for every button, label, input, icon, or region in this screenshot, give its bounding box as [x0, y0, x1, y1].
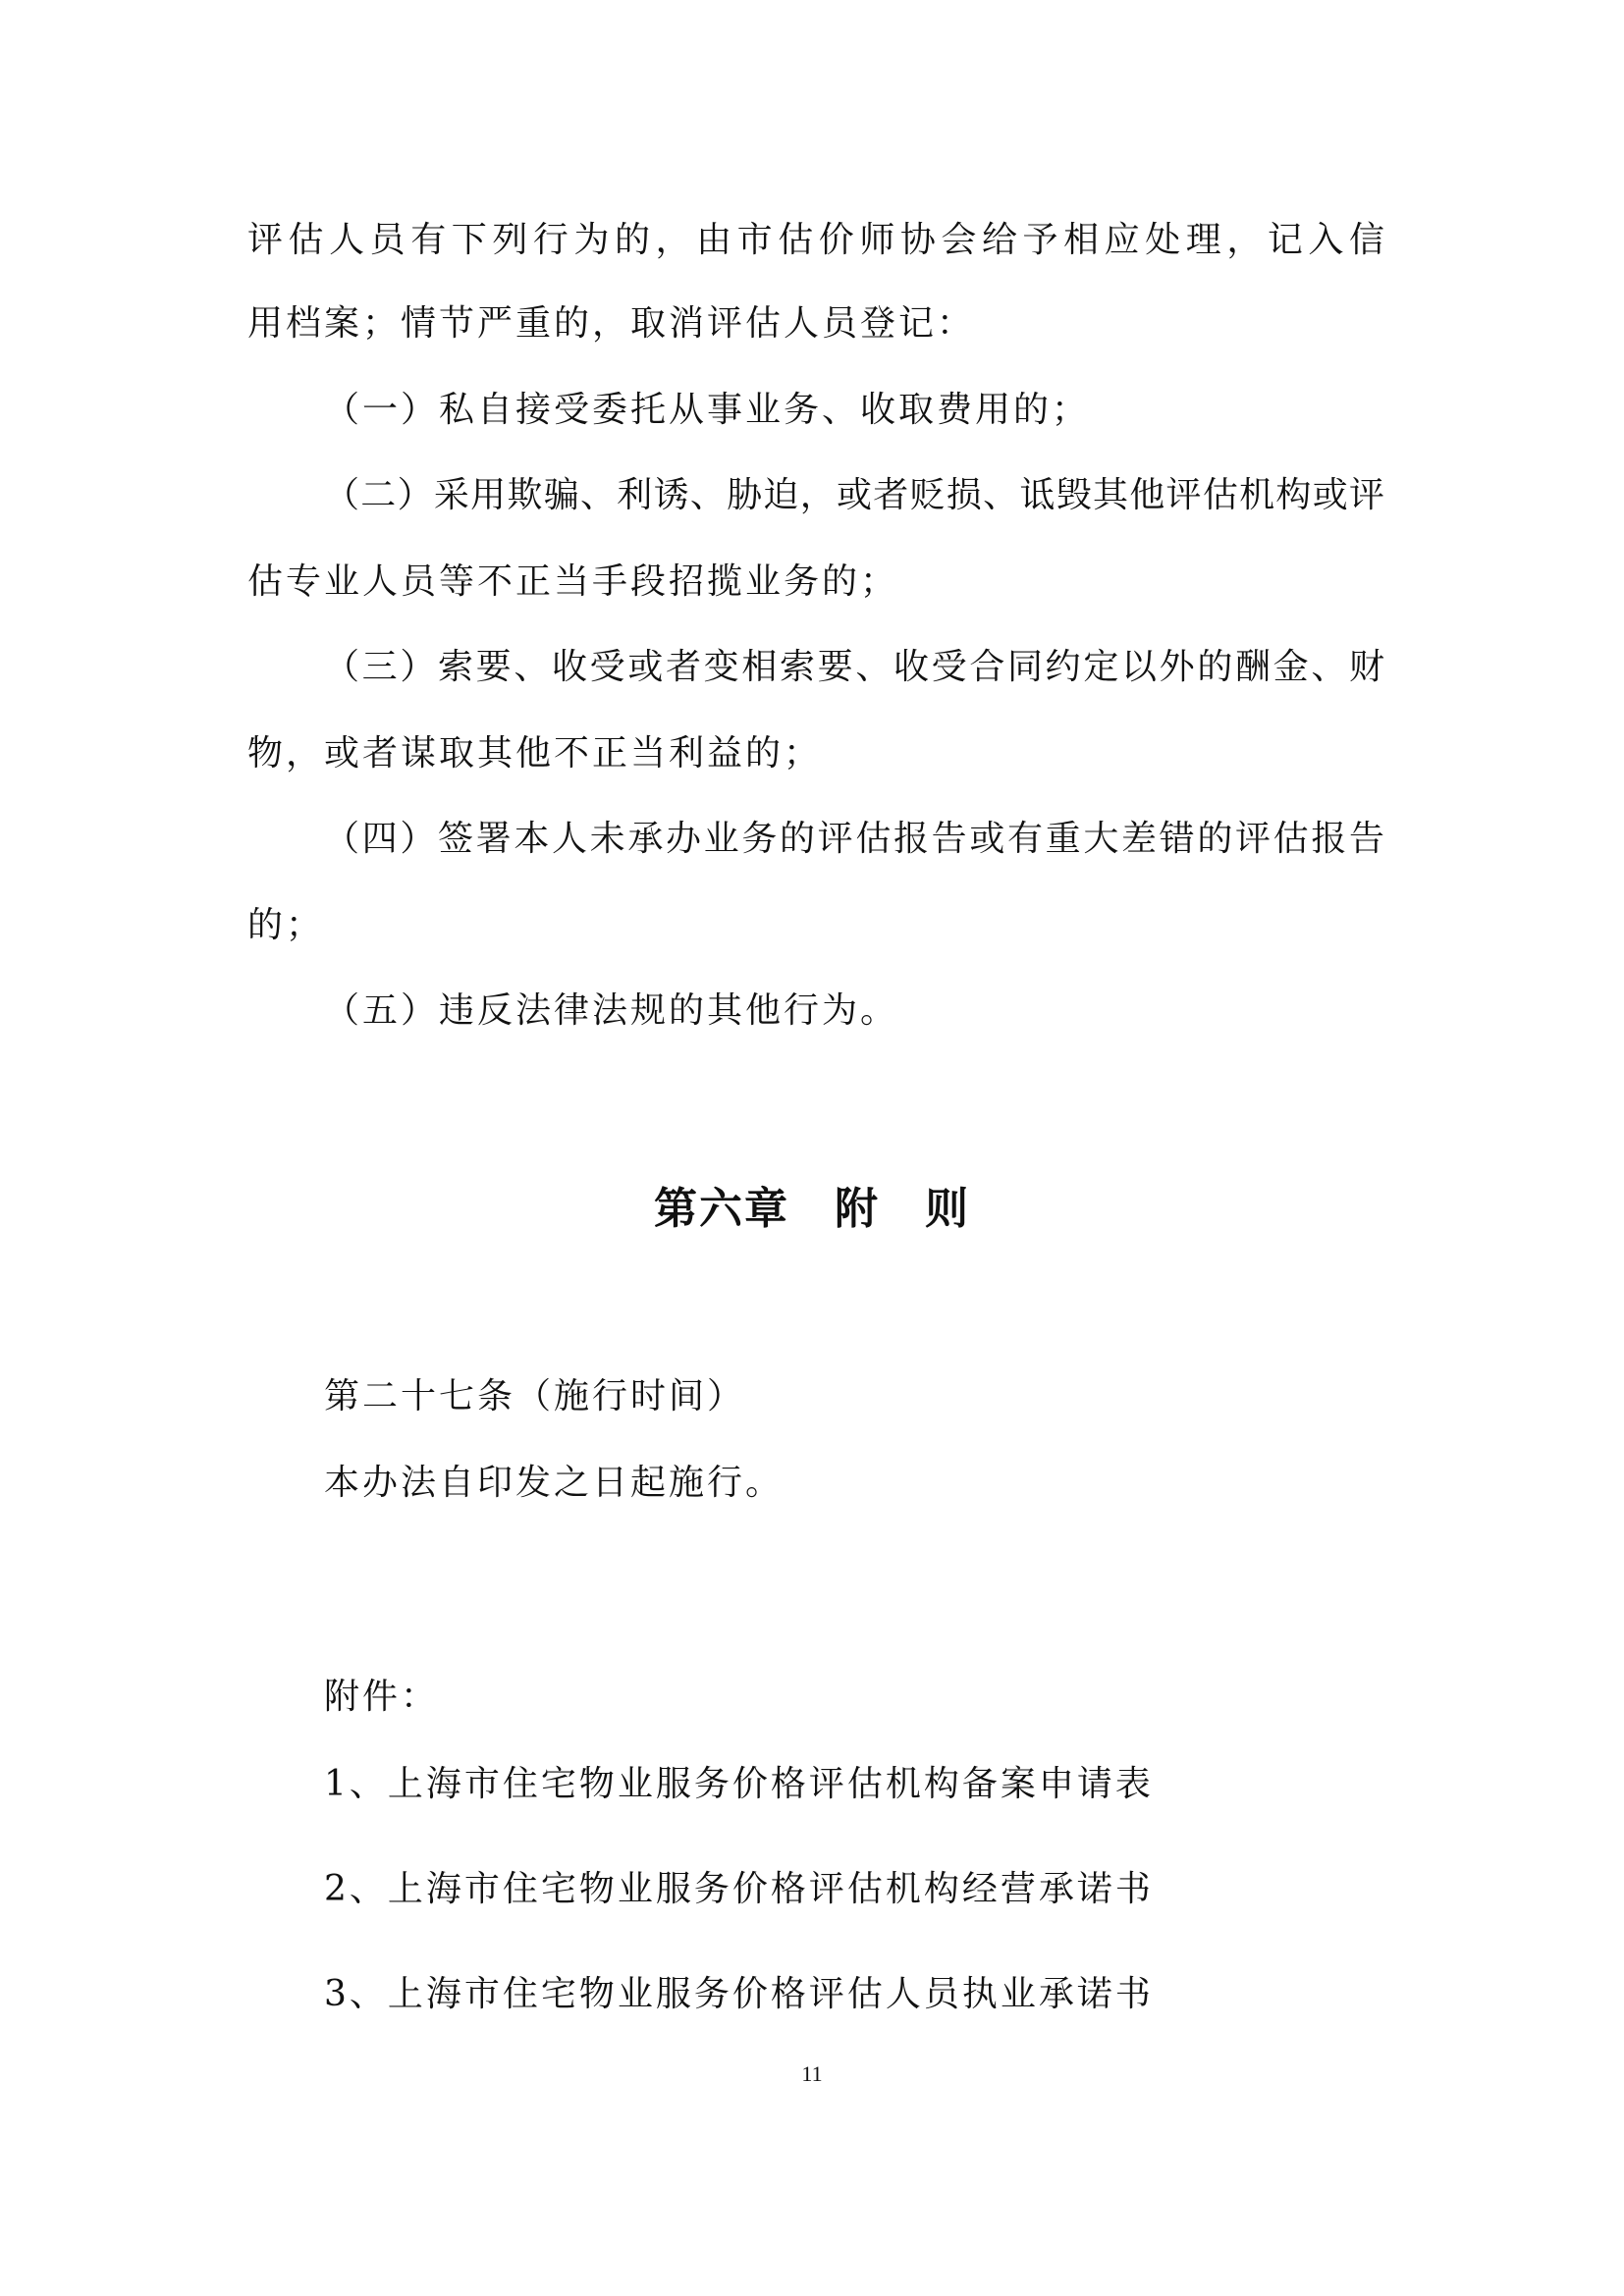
- paragraph-line: 的；: [247, 905, 325, 945]
- page-number: 11: [801, 2061, 823, 2086]
- article-body: 本办法自印发之日起施行。: [324, 1463, 785, 1503]
- paragraph-line: 评估人员有下列行为的，由市估价师协会给予相应处理，记入信: [247, 220, 1384, 260]
- paragraph-line: 估专业人员等不正当手段招揽业务的；: [247, 561, 899, 602]
- paragraph-line: （四）签署本人未承办业务的评估报告或有重大差错的评估报告: [324, 819, 1384, 859]
- attachment-item: 1、上海市住宅物业服务价格评估机构备案申请表: [324, 1764, 1154, 1804]
- article-title: 第二十七条（施行时间）: [324, 1376, 746, 1416]
- paragraph-line: 用档案；情节严重的，取消评估人员登记：: [247, 303, 976, 344]
- chapter-heading: 第六章 附 则: [654, 1184, 970, 1234]
- attachment-item: 2、上海市住宅物业服务价格评估机构经营承诺书: [324, 1869, 1154, 1909]
- paragraph-line: （三）索要、收受或者变相索要、收受合同约定以外的酬金、财: [324, 647, 1384, 687]
- attachments-label: 附件：: [324, 1677, 440, 1717]
- paragraph-line: （二）采用欺骗、利诱、胁迫，或者贬损、诋毁其他评估机构或评: [324, 475, 1384, 515]
- paragraph-line: （一）私自接受委托从事业务、收取费用的；: [324, 390, 1091, 430]
- paragraph-line: （五）违反法律法规的其他行为。: [324, 990, 899, 1031]
- paragraph-line: 物，或者谋取其他不正当利益的；: [247, 733, 823, 774]
- attachment-item: 3、上海市住宅物业服务价格评估人员执业承诺书: [324, 1974, 1154, 2014]
